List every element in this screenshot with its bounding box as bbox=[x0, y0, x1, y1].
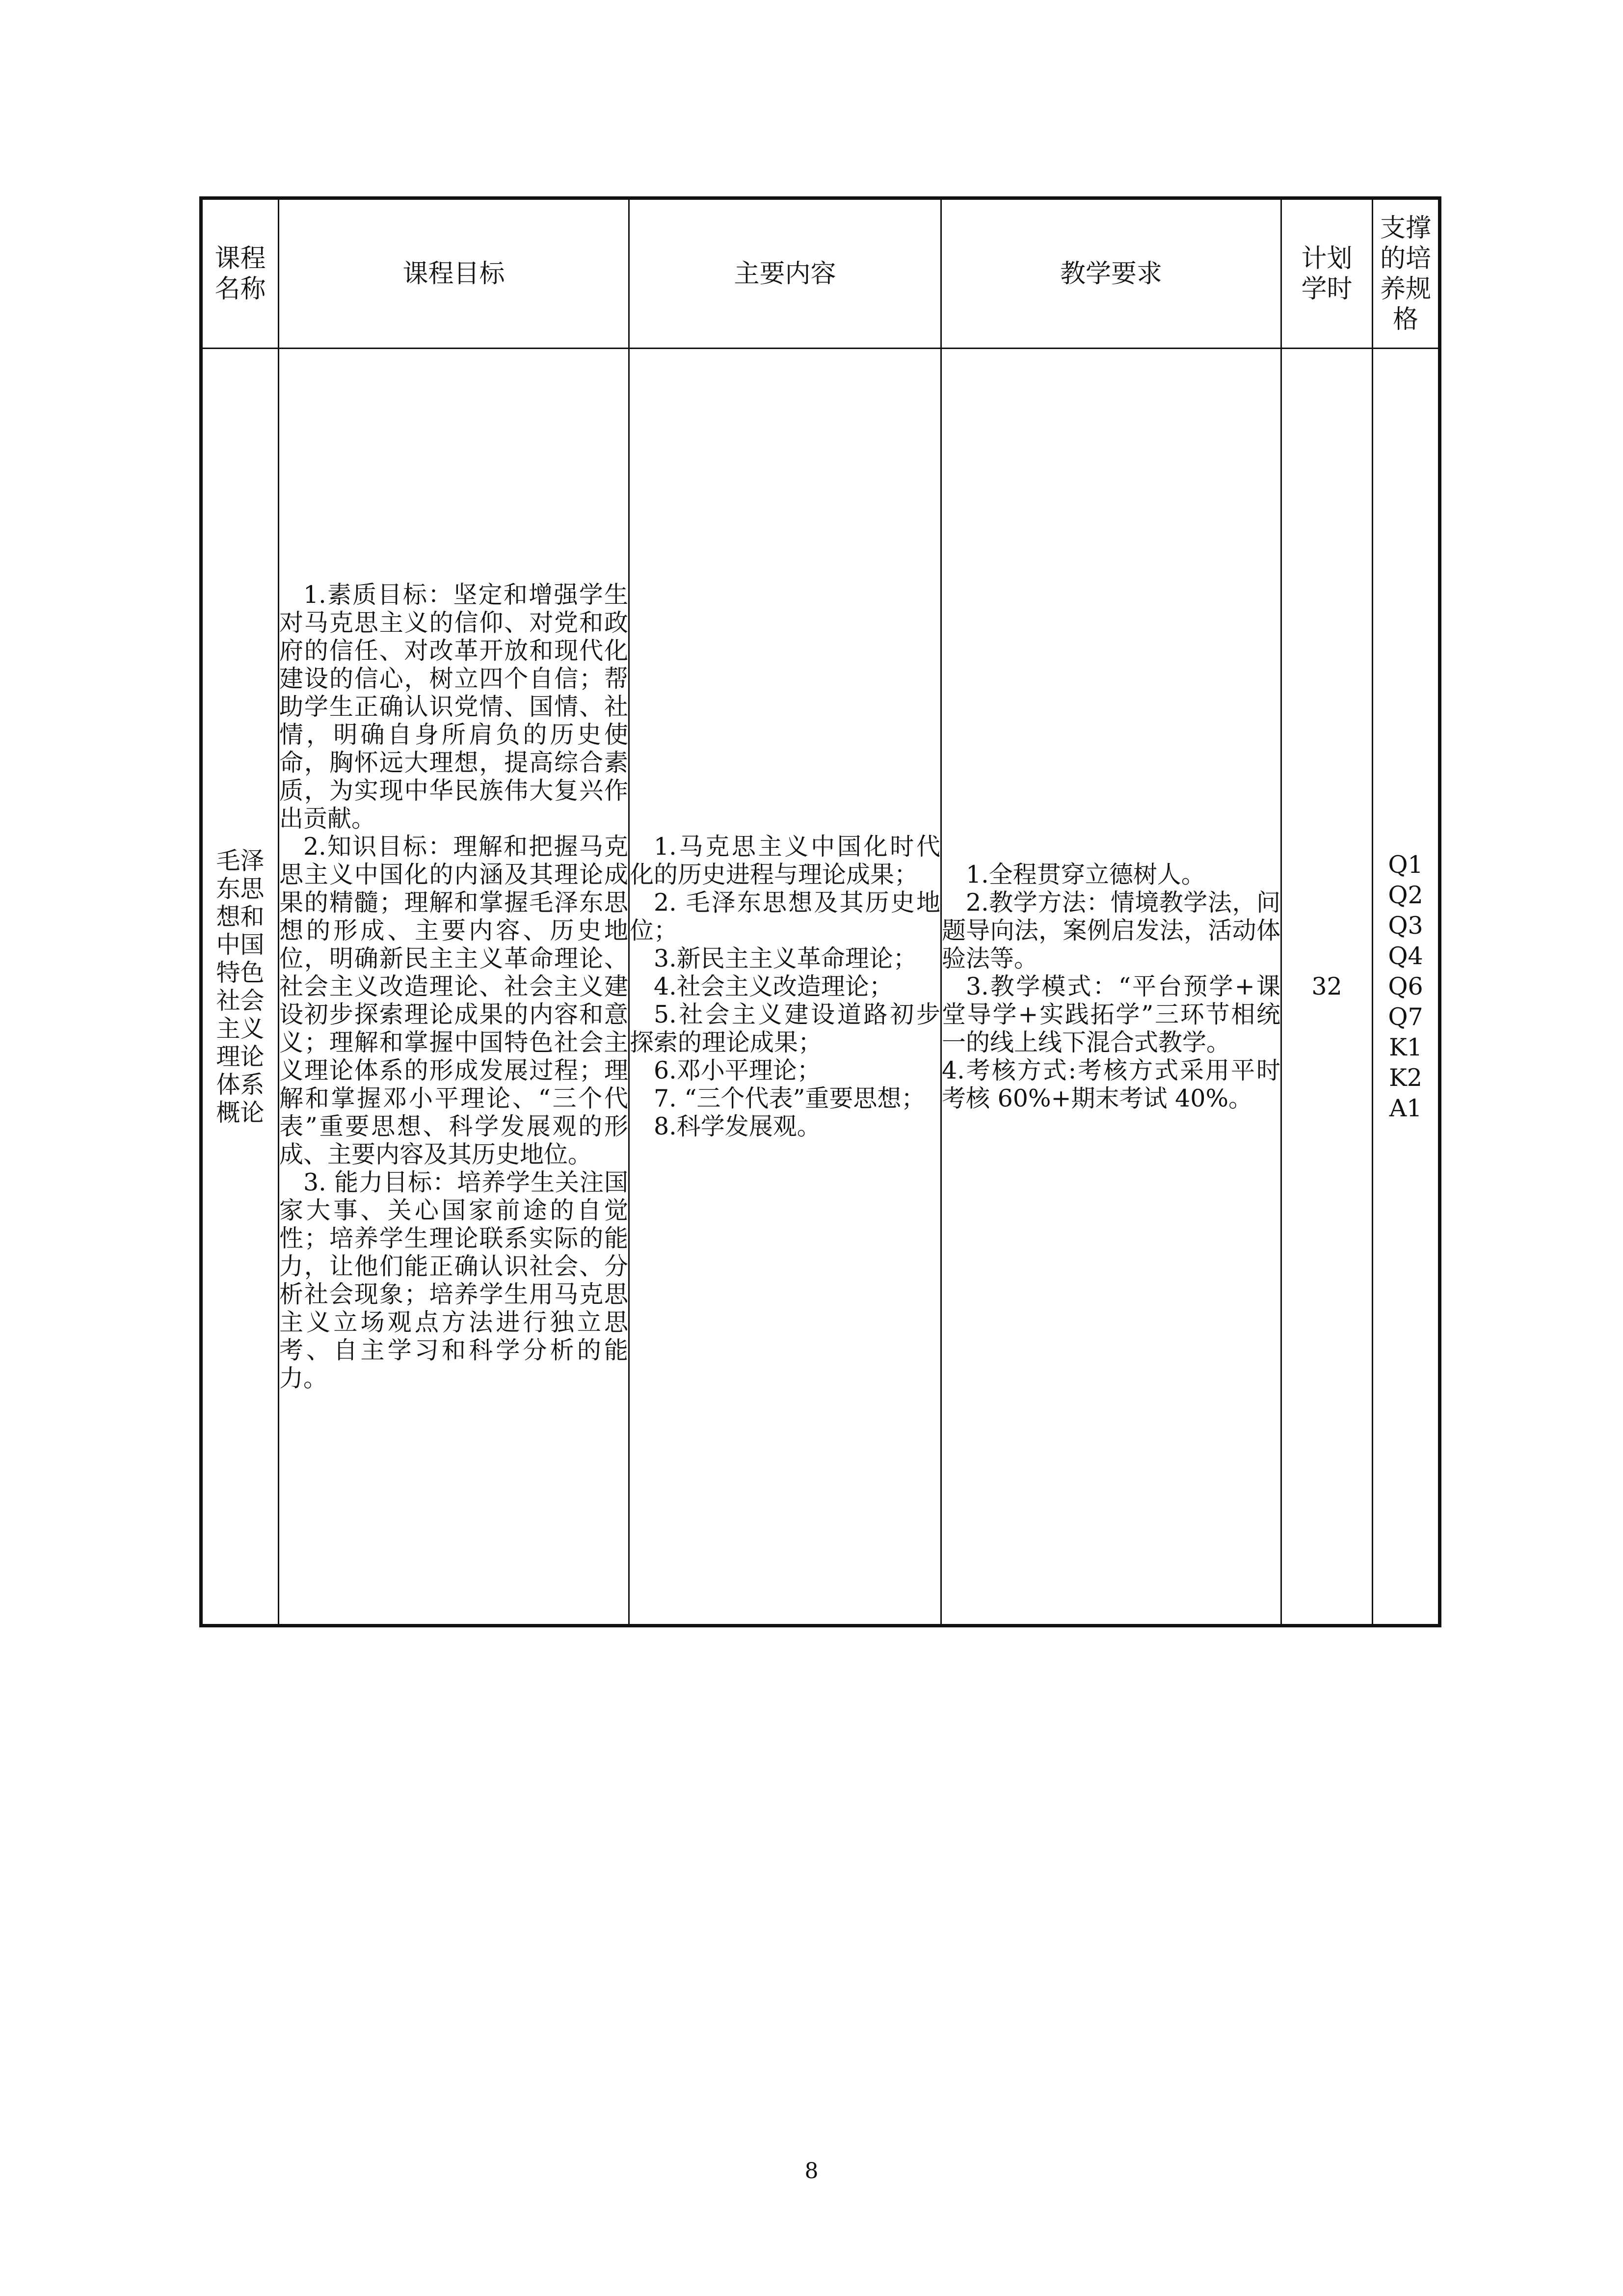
requirement-item: 3.教学模式：“平台预学+课堂导学+实践拓学”三环节相统一的线上线下混合式教学。 bbox=[942, 972, 1280, 1056]
content-item: 7. “三个代表”重要思想； bbox=[654, 1084, 926, 1112]
goal-ability: 3. 能力目标：培养学生关注国家大事、关心国家前途的自觉性；培养学生理论联系实际的能力，让他们能正确认识社会、分析社会现象；培养学生用马克思主义立场观点方法进行独立思考、自主学习和科学分析的能力。 bbox=[279, 1168, 628, 1392]
spec-code: K2 bbox=[1389, 1063, 1422, 1092]
teaching-requirements-cell bbox=[941, 349, 1281, 1626]
course-name: 毛泽东思想和中国特色社会主义理论体系概论 bbox=[216, 846, 265, 1127]
content-item: 3.新民主主义革命理论； bbox=[654, 945, 917, 972]
spec-code: Q3 bbox=[1388, 911, 1423, 940]
course-goals-cell bbox=[279, 349, 629, 1626]
spec-code: Q6 bbox=[1388, 972, 1423, 1000]
supported-specs-cell bbox=[1373, 349, 1440, 1626]
planned-hours-cell bbox=[1281, 349, 1373, 1626]
requirement-item: 4.考核方式:考核方式采用平时考核 60%+期末考试 40%。 bbox=[942, 1056, 1280, 1112]
spec-code: Q1 bbox=[1388, 850, 1423, 879]
spec-code: Q7 bbox=[1388, 1002, 1423, 1031]
table-header-row bbox=[201, 198, 1440, 349]
header-supported-specs: 支撑的培养规格 bbox=[1373, 198, 1440, 349]
planned-hours: 32 bbox=[1311, 972, 1342, 1000]
header-planned-hours: 计划学时 bbox=[1281, 198, 1373, 349]
goal-quality: 1.素质目标：坚定和增强学生对马克思主义的信仰、对党和政府的信任、对改革开放和现代化建设的信心，树立四个自信；帮助学生正确认识党情、国情、社情，明确自身所肩负的历史使命，胸怀远大理想，提高综合素质，为实现中华民族伟大复兴作出贡献。 bbox=[279, 581, 628, 833]
header-main-content: 主要内容 bbox=[629, 198, 941, 349]
content-item: 6.邓小平理论； bbox=[654, 1056, 821, 1084]
course-name-cell bbox=[201, 349, 279, 1626]
spec-code: K1 bbox=[1389, 1033, 1422, 1061]
content-item: 8.科学发展观。 bbox=[654, 1112, 821, 1140]
goal-knowledge: 2.知识目标：理解和把握马克思主义中国化的内涵及其理论成果的精髓；理解和掌握毛泽东思想的形成、主要内容、历史地位，明确新民主主义革命理论、社会主义改造理论、社会主义建设初步探索理论成果的内容和意义；理解和掌握中国特色社会主义理论体系的形成发展过程；理解和掌握邓小平理论、“三个代表”重要思想、科学发展观的形成、主要内容及其历史地位。 bbox=[279, 833, 628, 1168]
content-item: 1.马克思主义中国化时代化的历史进程与理论成果； bbox=[630, 833, 940, 889]
header-course-name: 课程名称 bbox=[201, 198, 279, 349]
header-course-goals: 课程目标 bbox=[279, 198, 629, 349]
spec-code: Q4 bbox=[1388, 942, 1423, 970]
content-item: 2. 毛泽东思想及其历史地位； bbox=[630, 889, 940, 945]
requirement-item: 1.全程贯穿立德树人。 bbox=[966, 861, 1205, 889]
content-item: 5.社会主义建设道路初步探索的理论成果； bbox=[630, 1000, 940, 1056]
content-item: 4.社会主义改造理论； bbox=[654, 972, 893, 1000]
main-content-cell bbox=[629, 349, 941, 1626]
spec-code: Q2 bbox=[1388, 881, 1423, 909]
curriculum-table bbox=[199, 196, 1441, 1627]
header-teaching-requirements: 教学要求 bbox=[941, 198, 1281, 349]
spec-code: A1 bbox=[1389, 1094, 1422, 1122]
table-row bbox=[201, 349, 1440, 1626]
page-number: 8 bbox=[804, 2159, 819, 2184]
requirement-item: 2.教学方法：情境教学法，问题导向法，案例启发法，活动体验法等。 bbox=[942, 889, 1280, 972]
